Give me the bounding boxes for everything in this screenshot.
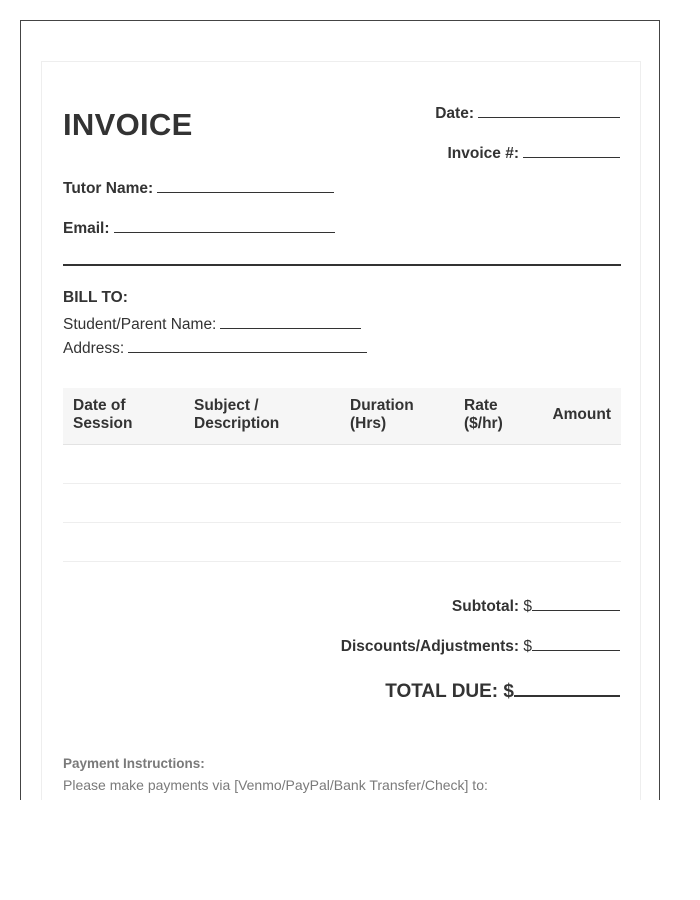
col-subject-description: Subject / Description bbox=[194, 397, 280, 432]
date-label: Date: bbox=[435, 105, 474, 122]
subtotal-field bbox=[452, 595, 620, 616]
address-blank bbox=[128, 337, 367, 353]
email-blank bbox=[114, 217, 335, 233]
address-field bbox=[63, 337, 367, 358]
table-row bbox=[63, 484, 621, 523]
table-row bbox=[63, 523, 621, 562]
subtotal-blank bbox=[532, 595, 620, 611]
total-due-blank bbox=[514, 677, 620, 697]
subtotal-label: Subtotal: bbox=[451, 598, 520, 615]
student-name-blank bbox=[220, 313, 361, 329]
section-divider bbox=[63, 264, 621, 266]
col-date-of-session: Date of Session bbox=[73, 397, 133, 432]
col-amount: Amount bbox=[552, 406, 611, 423]
date-blank bbox=[478, 102, 620, 118]
total-due-label: TOTAL DUE: bbox=[385, 681, 499, 702]
subtotal-currency: $ bbox=[523, 598, 532, 615]
tutor-name-label: Tutor Name: bbox=[63, 180, 154, 197]
col-duration: Duration (Hrs) bbox=[350, 397, 414, 432]
student-name-label: Student/Parent Name: bbox=[63, 316, 217, 333]
address-label: Address: bbox=[63, 340, 125, 357]
tutor-name-field bbox=[63, 177, 334, 198]
email-field bbox=[63, 217, 335, 238]
payment-instructions-heading: Payment Instructions: bbox=[63, 756, 205, 771]
invoice-title: INVOICE bbox=[63, 107, 193, 142]
bill-to-heading: BILL TO: bbox=[63, 289, 128, 306]
invoice-number-blank bbox=[523, 142, 620, 158]
payment-instructions-text: Please make payments via [Venmo/PayPal/Bank Transfer/Check] to: bbox=[63, 777, 488, 793]
student-name-field bbox=[63, 313, 361, 334]
col-rate: Rate ($/hr) bbox=[464, 397, 503, 432]
discounts-field bbox=[341, 635, 620, 656]
discounts-currency: $ bbox=[523, 638, 532, 655]
document-frame bbox=[20, 20, 660, 800]
discounts-blank bbox=[532, 635, 620, 651]
invoice-number-field bbox=[448, 142, 621, 163]
table-header bbox=[63, 388, 621, 445]
invoice-number-label: Invoice #: bbox=[447, 145, 519, 162]
date-field bbox=[435, 102, 620, 123]
table-row bbox=[63, 445, 621, 484]
email-label: Email: bbox=[63, 220, 110, 237]
invoice-page bbox=[41, 61, 641, 800]
total-due-currency: $ bbox=[503, 681, 514, 702]
tutor-name-blank bbox=[157, 177, 334, 193]
discounts-label: Discounts/Adjustments: bbox=[340, 638, 520, 655]
total-due-field bbox=[385, 677, 620, 703]
